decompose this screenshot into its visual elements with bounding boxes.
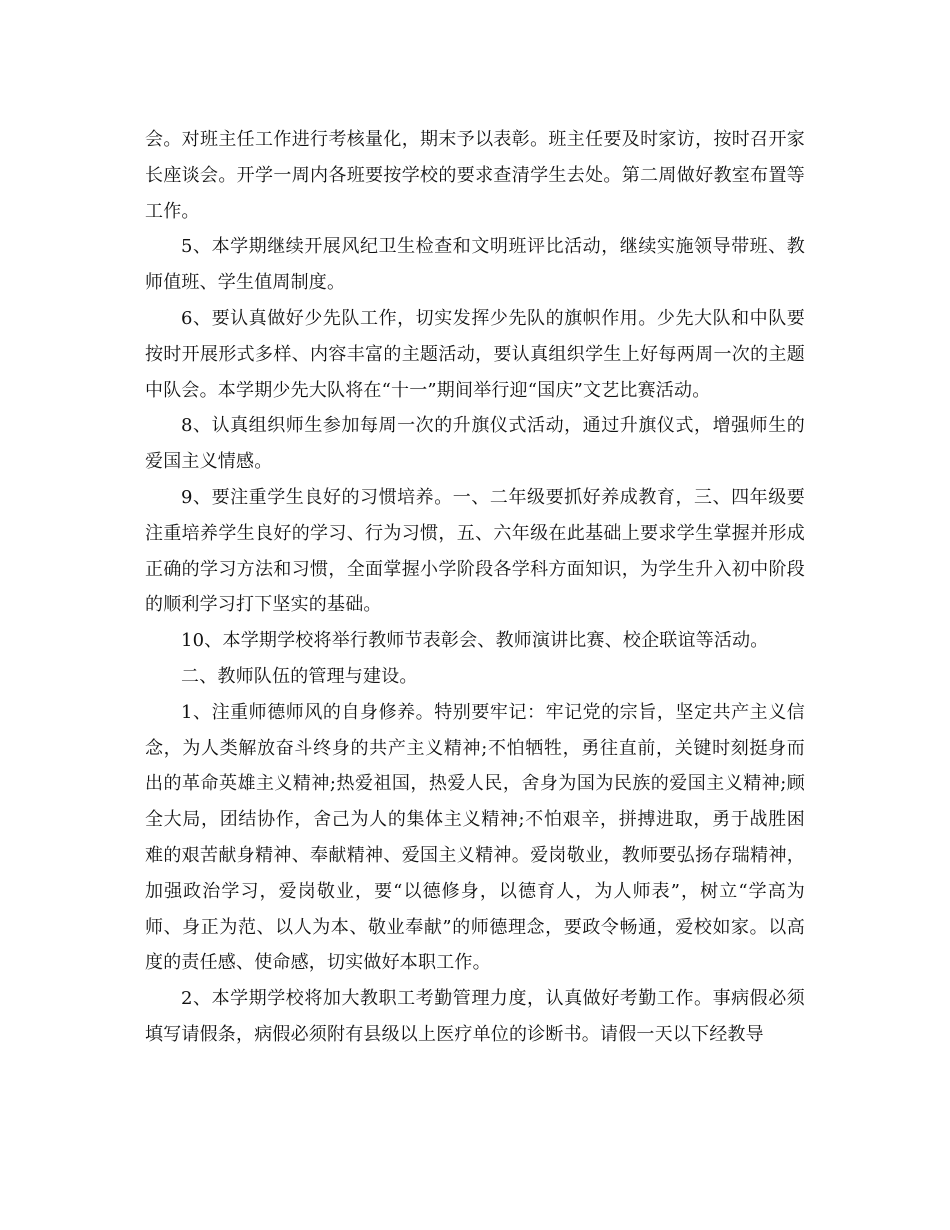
- paragraph-teacher-item-1: 1、注重师德师风的自身修养。特别要牢记：牢记党的宗旨，坚定共产主义信念，为人类解放奋斗终身的共产主义精神;不怕牺牲，勇往直前，关键时刻挺身而出的革命英雄主义精神;热爱祖国，热爱人民，舍身为国为民族的爱国主义精神;顾全大局，团结协作，舍己为人的集体主义精神;不怕艰辛，拼搏进取，勇于战胜困难的艰苦献身精神、奉献精神、爱国主义精神。爱岗敬业，教师要弘扬存瑞精神，加强政治学习，爱岗敬业，要“以德修身，以德育人，为人师表”，树立“学高为师、身正为范、以人为本、敬业奉献”的师德理念，要政令畅通，爱校如家。以高度的责任感、使命感，切实做好本职工作。: [145, 701, 805, 974]
- paragraph-teacher-item-2: 2、本学期学校将加大教职工考勤管理力度，认真做好考勤工作。事病假必须填写请假条，病假必须附有县级以上医疗单位的诊断书。请假一天以下经教导: [145, 988, 805, 1045]
- paragraph-item-8: 8、认真组织师生参加每周一次的升旗仪式活动，通过升旗仪式，增强师生的爱国主义情感。: [145, 415, 805, 473]
- paragraph-item-10: 10、本学期学校将举行教师节表彰会、教师演讲比赛、校企联谊等活动。: [181, 630, 769, 652]
- section-heading-teacher-management: 二、教师队伍的管理与建设。: [181, 665, 418, 687]
- paragraph-continuation: 会。对班主任工作进行考核量化，期末予以表彰。班主任要及时家访，按时召开家长座谈会。开学一周内各班要按学校的要求查清学生去处。第二周做好教室布置等工作。: [145, 129, 805, 222]
- paragraph-item-5: 5、本学期继续开展风纪卫生检查和文明班评比活动，继续实施领导带班、教师值班、学生值周制度。: [145, 236, 805, 294]
- paragraph-item-9: 9、要注重学生良好的习惯培养。一、二年级要抓好养成教育，三、四年级要注重培养学生良好的学习、行为习惯，五、六年级在此基础上要求学生掌握并形成正确的学习方法和习惯，全面掌握小学阶段各学科方面知识，为学生升入初中阶段的顺利学习打下坚实的基础。: [145, 486, 805, 616]
- paragraph-item-6: 6、要认真做好少先队工作，切实发挥少先队的旗帜作用。少先大队和中队要按时开展形式多样、内容丰富的主题活动，要认真组织学生上好每两周一次的主题中队会。本学期少先大队将在“十一”期间举行迎“国庆”文艺比赛活动。: [145, 307, 805, 401]
- document-body: [145, 122, 805, 1053]
